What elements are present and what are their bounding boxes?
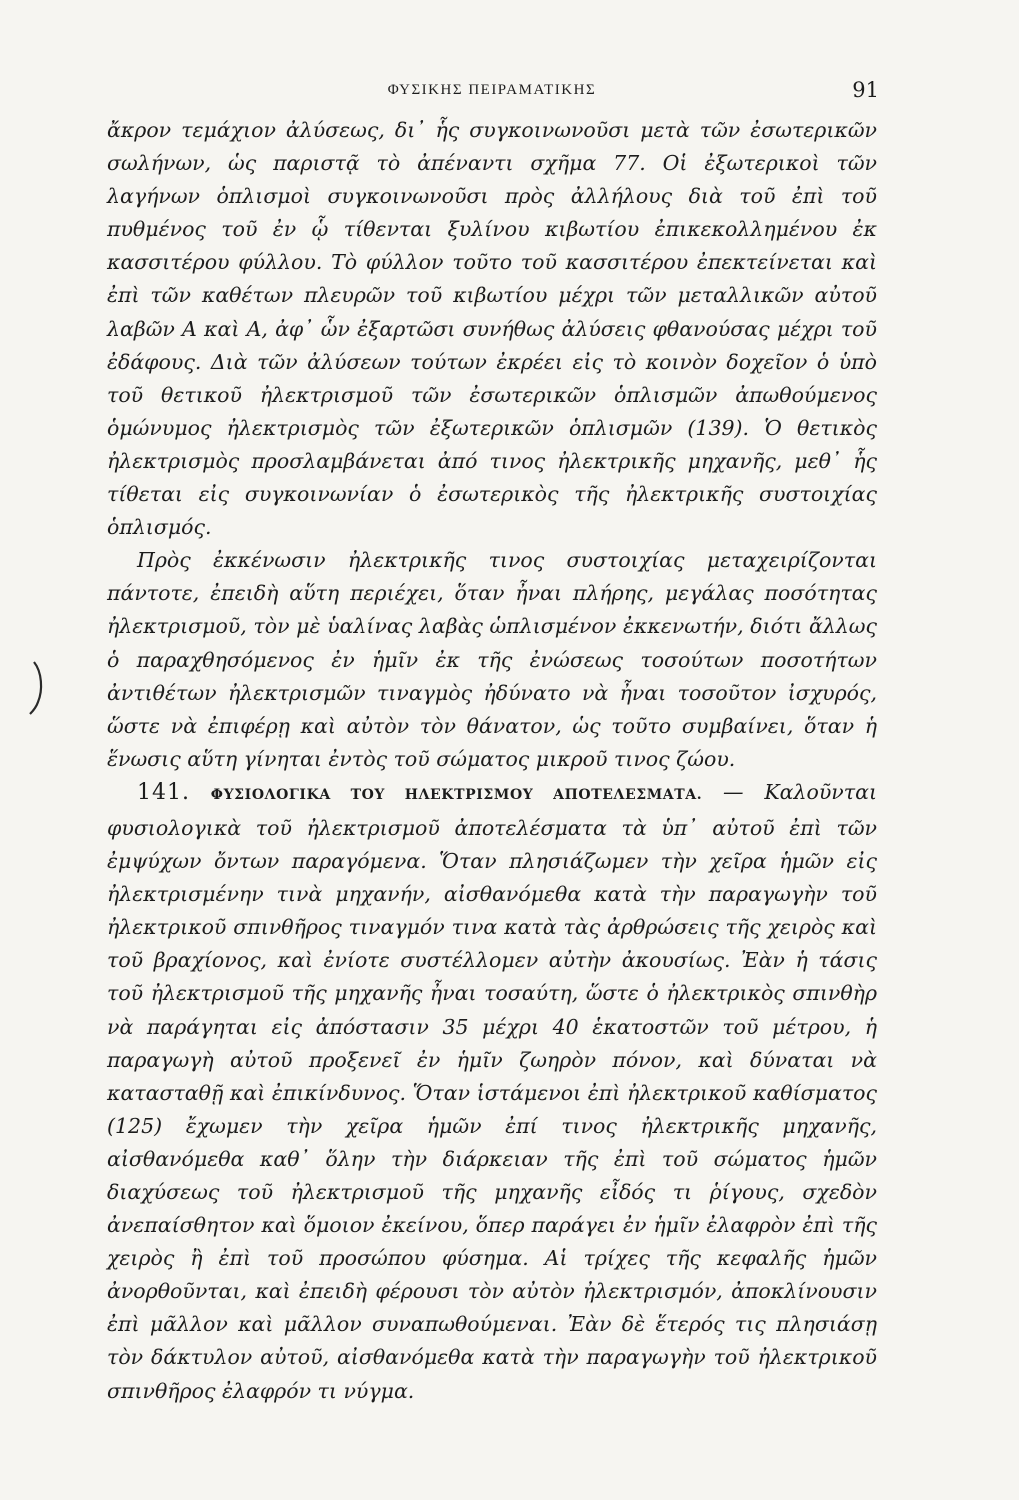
margin-bracket-mark	[28, 660, 48, 716]
paragraph-3-text: — Καλοῦνται φυσιολογικὰ τοῦ ἠλεκτρισμοῦ ἀποτελέσματα τὰ ὑπ᾽ αὐτοῦ ἐπὶ τῶν ἐμψύχων ὄντων παραγόμενα. Ὅταν πλησιάζωμεν τὴν χεῖρα ἡμῶν εἰς ἠλεκτρισμένην τινὰ μηχανήν, αἰσθανόμεθα κατὰ τὴν παραγωγὴν τοῦ ἠλεκτρικοῦ σπινθῆρος τιναγμόν τινα κατὰ τὰς ἀρθρώσεις τῆς χειρὸς καὶ τοῦ βραχίονος, καὶ ἐνίοτε συστέλλομεν αὐτὴν ἀκουσίως. Ἐὰν ἡ τάσις τοῦ ἠλεκτρισμοῦ τῆς μηχανῆς ἦναι τοσαύτη, ὥστε ὁ ἠλεκτρικὸς σπινθὴρ νὰ παράγηται εἰς ἀπόστασιν 35 μέχρι 40 ἑκατοστῶν τοῦ μέτρου, ἡ παραγωγὴ αὐτοῦ προξενεῖ ἐν ἡμῖν ζωηρὸν πόνον, καὶ δύναται νὰ κατασταθῇ καὶ ἐπικίνδυνος. Ὅταν ἱστάμενοι ἐπὶ ἠλεκτρικοῦ καθίσματος (125) ἔχωμεν τὴν χεῖρα ἡμῶν ἐπί τινος ἠλεκτρικῆς μηχανῆς, αἰσθανόμεθα καθ᾽ ὅλην τὴν διάρκειαν τῆς ἐπὶ τοῦ σώματος ἡμῶν διαχύσεως τοῦ ἠλεκτρισμοῦ τῆς μηχανῆς εἶδός τι ῥίγους, σχεδὸν ἀνεπαίσθητον καὶ ὅμοιον ἐκείνου, ὅπερ παράγει ἐν ἡμῖν ἐλαφρὸν ἐπὶ τῆς χειρὸς ἢ ἐπὶ τοῦ προσώπου φύσημα. Αἱ τρίχες τῆς κεφαλῆς ἡμῶν ἀνορθοῦνται, καὶ ἐπειδὴ φέρουσι τὸν αὐτὸν ἠλεκτρισμόν, ἀποκλίνουσιν ἐπὶ μᾶλλον καὶ μᾶλλον συναπωθούμεναι. Ἐὰν δὲ ἕτερός τις πλησιάσῃ τὸν δάκτυλον αὐτοῦ, αἰσθανόμεθα κατὰ τὴν παραγωγὴν τοῦ ἠλεκτρικοῦ σπινθῆρος ἐλαφρόν τι νύγμα.	[107, 779, 877, 1403]
running-title: ΦΥΣΙΚΗΣ ΠΕΙΡΑΜΑΤΙΚΗΣ	[387, 82, 597, 98]
section-number: 141.	[137, 779, 190, 805]
paragraph-3	[107, 776, 877, 1408]
paragraph-1: ἄκρον τεμάχιον ἀλύσεως, δι᾽ ἧς συγκοινωνοῦσι μετὰ τῶν ἐσωτερικῶν σωλήνων, ὡς παριστᾷ τὸ ἀπέναντι σχῆμα 77. Οἱ ἐξωτερικοὶ τῶν λαγήνων ὁπλισμοὶ συγκοινωνοῦσι πρὸς ἀλλήλους διὰ τοῦ ἐπὶ τοῦ πυθμένος τοῦ ἐν ᾧ τίθενται ξυλίνου κιβωτίου ἐπικεκολλημένου ἐκ κασσιτέρου φύλλου. Τὸ φύλλον τοῦτο τοῦ κασσιτέρου ἐπεκτείνεται καὶ ἐπὶ τῶν καθέτων πλευρῶν τοῦ κιβωτίου μέχρι τῶν μεταλλικῶν αὐτοῦ λαβῶν Α καὶ Α, ἀφ᾽ ὧν ἐξαρτῶσι συνήθως ἀλύσεις φθανούσας μέχρι τοῦ ἐδάφους. Διὰ τῶν ἀλύσεων τούτων ἐκρέει εἰς τὸ κοινὸν δοχεῖον ὁ ὑπὸ τοῦ θετικοῦ ἠλεκτρισμοῦ τῶν ἐσωτερικῶν ὁπλισμῶν ἀπωθούμενος ὁμώνυμος ἠλεκτρισμὸς τῶν ἐξωτερικῶν ὁπλισμῶν (139). Ὁ θετικὸς ἠλεκτρισμὸς προσλαμβάνεται ἀπό τινος ἠλεκτρικῆς μηχανῆς, μεθ᾽ ἧς τίθεται εἰς συγκοινωνίαν ὁ ἐσωτερικὸς τῆς ἠλεκτρικῆς συστοιχίας ὁπλισμός.	[107, 118, 877, 540]
section-title: ΦΥΣΙΟΛΟΓΙΚΑ ΤΟΥ ΗΛΕΚΤΡΙΣΜΟΥ ΑΠΟΤΕΛΕΣΜΑΤΑ.	[210, 786, 703, 803]
paragraph-2: Πρὸς ἐκκένωσιν ἠλεκτρικῆς τινος συστοιχίας μεταχειρίζονται πάντοτε, ἐπειδὴ αὕτη περιέχει, ὅταν ἦναι πλήρης, μεγάλας ποσότητας ἠλεκτρισμοῦ, τὸν μὲ ὑαλίνας λαβὰς ὡπλισμένον ἐκκενωτήν, διότι ἄλλως ὁ παραχθησόμενος ἐν ἡμῖν ἐκ τῆς ἐνώσεως τοσούτων ποσοτήτων ἀντιθέτων ἠλεκτρισμῶν τιναγμὸς ἠδύνατο νὰ ἦναι τοσοῦτον ἰσχυρός, ὥστε νὰ ἐπιφέρῃ καὶ αὐτὸν τὸν θάνατον, ὡς τοῦτο συμβαίνει, ὅταν ἡ ἕνωσις αὕτη γίνηται ἐντὸς τοῦ σώματος μικροῦ τινος ζώου.	[107, 548, 877, 771]
page-header	[107, 76, 877, 106]
page-number: 91	[852, 78, 879, 102]
body-text	[107, 114, 877, 1408]
